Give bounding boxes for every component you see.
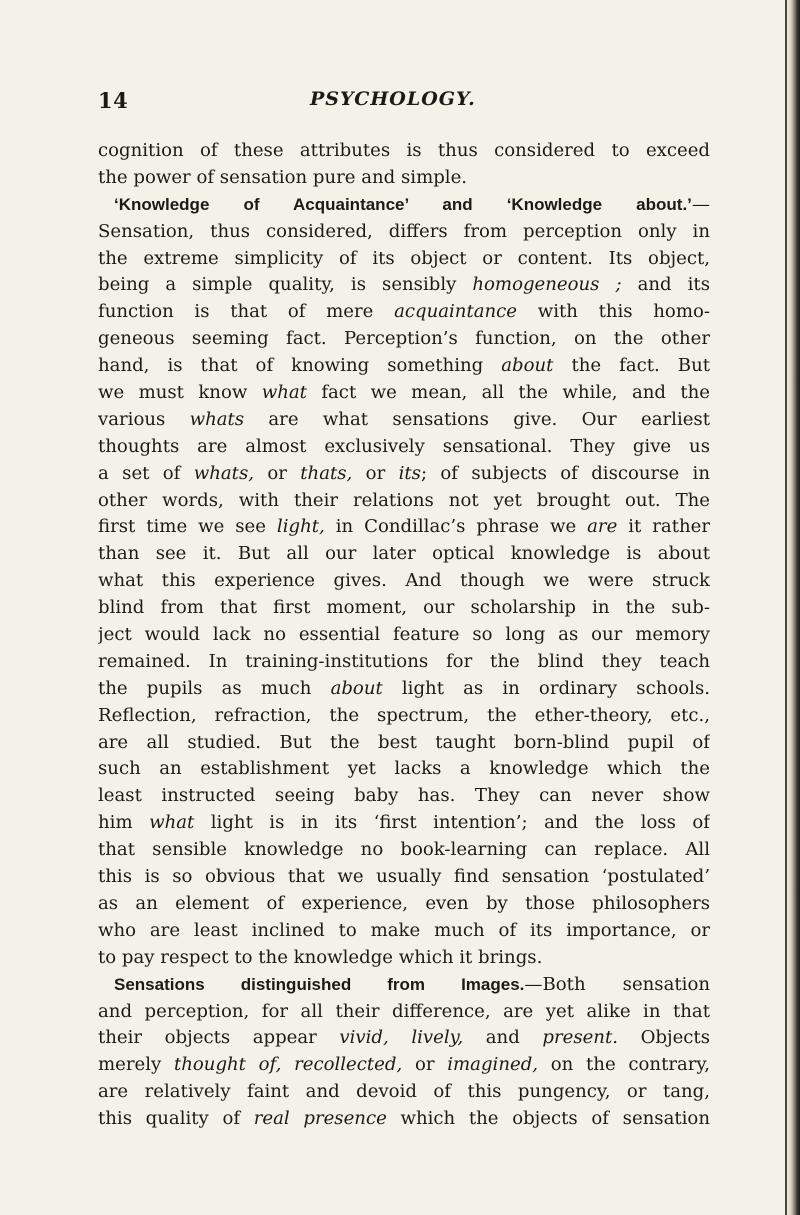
text-line — [98, 461, 710, 488]
text-line — [98, 380, 710, 407]
text-line — [98, 1079, 710, 1106]
italic-phrase: thought of, recollected, — [173, 1054, 403, 1076]
text-segment: are what sensations give. Our earliest — [244, 408, 710, 430]
page-binding-shadow — [785, 0, 787, 1215]
text-segment: — — [691, 193, 710, 215]
italic-phrase: whats — [189, 408, 245, 430]
text-segment: we must know — [98, 382, 262, 404]
text-line — [98, 138, 710, 165]
run-in-heading: Sensations distinguished from Images. — [114, 974, 525, 994]
text-segment: with this homo- — [517, 301, 710, 323]
text-line — [98, 756, 710, 783]
text-segment: function is that of mere — [98, 301, 395, 323]
italic-phrase: light, — [276, 516, 325, 538]
text-line — [98, 488, 710, 515]
text-segment: it rather — [617, 516, 710, 538]
text-segment: —Both sensation — [524, 973, 710, 995]
text-line — [98, 165, 710, 192]
text-segment: this is so obvious that we usually find sensation ‘postulated’ — [98, 866, 710, 888]
text-segment: or — [254, 462, 301, 484]
text-segment: that sensible knowledge no book-learning can replace. All — [98, 839, 710, 861]
text-line — [98, 514, 710, 541]
italic-phrase: present. — [542, 1027, 618, 1049]
text-line — [98, 730, 710, 757]
text-line — [98, 1052, 710, 1079]
text-line — [98, 246, 710, 273]
text-line — [98, 219, 710, 246]
body-text — [98, 138, 710, 1133]
italic-phrase: its — [398, 462, 421, 484]
text-segment: blind from that first moment, our scholarship in the sub- — [98, 597, 710, 619]
text-line — [98, 595, 710, 622]
text-segment: least instructed seeing baby has. They can never show — [98, 785, 710, 807]
text-line — [98, 434, 710, 461]
text-line — [98, 272, 710, 299]
text-segment: this quality of — [98, 1108, 254, 1130]
text-segment: fact we mean, all the while, and the — [306, 382, 710, 404]
text-line — [98, 1025, 710, 1052]
text-segment: light as in ordinary schools. — [382, 677, 710, 699]
running-title: PSYCHOLOGY. — [310, 88, 476, 110]
italic-phrase: vivid, lively, — [339, 1027, 464, 1049]
text-segment: who are least inclined to make much of its importance, or — [98, 919, 710, 941]
text-line — [98, 810, 710, 837]
text-segment: light is in its ‘first intention’; and the loss of — [194, 812, 710, 834]
run-in-heading: ‘Knowledge of Acquaintance’ and ‘Knowledge about.’ — [114, 194, 692, 214]
text-line — [98, 407, 710, 434]
text-segment: the pupils as much — [98, 677, 331, 699]
page-number: 14 — [98, 88, 129, 113]
text-line — [98, 541, 710, 568]
text-line — [98, 945, 710, 972]
text-line — [98, 703, 710, 730]
text-line — [98, 891, 710, 918]
text-segment: than see it. But all our later optical knowledge is about — [98, 543, 710, 565]
text-line — [98, 783, 710, 810]
text-segment: remained. In training-institutions for the blind they teach — [98, 650, 710, 672]
text-segment: in Condillac’s phrase we — [324, 516, 588, 538]
text-segment: Objects — [617, 1027, 710, 1049]
text-line — [98, 353, 710, 380]
text-segment: are all studied. But the best taught born-blind pupil of — [98, 731, 710, 753]
text-segment: and — [463, 1027, 543, 1049]
text-line — [98, 1106, 710, 1133]
text-line — [98, 192, 710, 219]
page-binding-edge — [786, 0, 800, 1215]
text-segment: various — [98, 408, 190, 430]
italic-phrase: are — [587, 516, 618, 538]
text-segment: the fact. But — [553, 355, 710, 377]
text-segment: merely — [98, 1054, 174, 1076]
text-segment: their objects appear — [98, 1027, 340, 1049]
text-segment: what this experience gives. And though we were struck — [98, 570, 710, 592]
text-segment: Sensation, thus considered, differs from perception only in — [98, 220, 710, 242]
text-segment: as an element of experience, even by those philosophers — [98, 892, 710, 914]
italic-phrase: real presence — [253, 1108, 387, 1130]
text-line — [98, 299, 710, 326]
text-line — [98, 918, 710, 945]
text-segment: other words, with their relations not yet brought out. The — [98, 489, 710, 511]
text-segment: are relatively faint and devoid of this pungency, or tang, — [98, 1081, 710, 1103]
text-segment: being a simple quality, is sensibly — [98, 274, 473, 296]
text-segment: cognition of these attributes is thus considered to exceed — [98, 140, 710, 161]
text-line — [98, 568, 710, 595]
text-segment: and its — [621, 274, 710, 296]
text-line — [98, 326, 710, 353]
italic-phrase: acquaintance — [394, 301, 518, 323]
text-segment: geneous seeming fact. Perception’s function, on the other — [98, 328, 710, 350]
italic-phrase: homogeneous ; — [472, 274, 622, 296]
text-line — [98, 864, 710, 891]
text-segment: and perception, for all their difference, are yet alike in that — [98, 1000, 710, 1022]
running-head — [98, 88, 698, 114]
text-segment: such an establishment yet lacks a knowledge which the — [98, 758, 710, 780]
text-segment: ject would lack no essential feature so long as our memory — [98, 624, 710, 646]
text-segment: on the contrary, — [538, 1054, 710, 1076]
text-segment: or — [402, 1054, 448, 1076]
text-segment: which the objects of sensation — [386, 1108, 710, 1130]
italic-phrase: about — [330, 677, 383, 699]
italic-phrase: what — [261, 382, 307, 404]
text-segment: thoughts are almost exclusively sensational. They give us — [98, 435, 710, 457]
text-line — [98, 837, 710, 864]
italic-phrase: thats, — [300, 462, 353, 484]
text-segment: him — [98, 812, 150, 834]
text-line — [98, 622, 710, 649]
italic-phrase: whats, — [193, 462, 254, 484]
text-segment: ; of subjects of discourse in — [420, 462, 710, 484]
text-line — [98, 999, 710, 1026]
text-segment: Reflection, refraction, the spectrum, the ether-theory, etc., — [98, 704, 710, 726]
text-segment: the extreme simplicity of its object or content. Its object, — [98, 247, 710, 269]
text-segment: first time we see — [98, 516, 277, 538]
text-line — [98, 676, 710, 703]
text-segment: to pay respect to the knowledge which it brings. — [98, 946, 543, 968]
text-segment: hand, is that of knowing something — [98, 355, 502, 377]
text-line — [98, 649, 710, 676]
text-segment: a set of — [98, 462, 194, 484]
italic-phrase: imagined, — [447, 1054, 539, 1076]
text-segment: or — [352, 462, 399, 484]
text-segment: the power of sensation pure and simple. — [98, 166, 468, 188]
italic-phrase: what — [149, 812, 195, 834]
text-line — [98, 972, 710, 999]
italic-phrase: about — [501, 355, 554, 377]
